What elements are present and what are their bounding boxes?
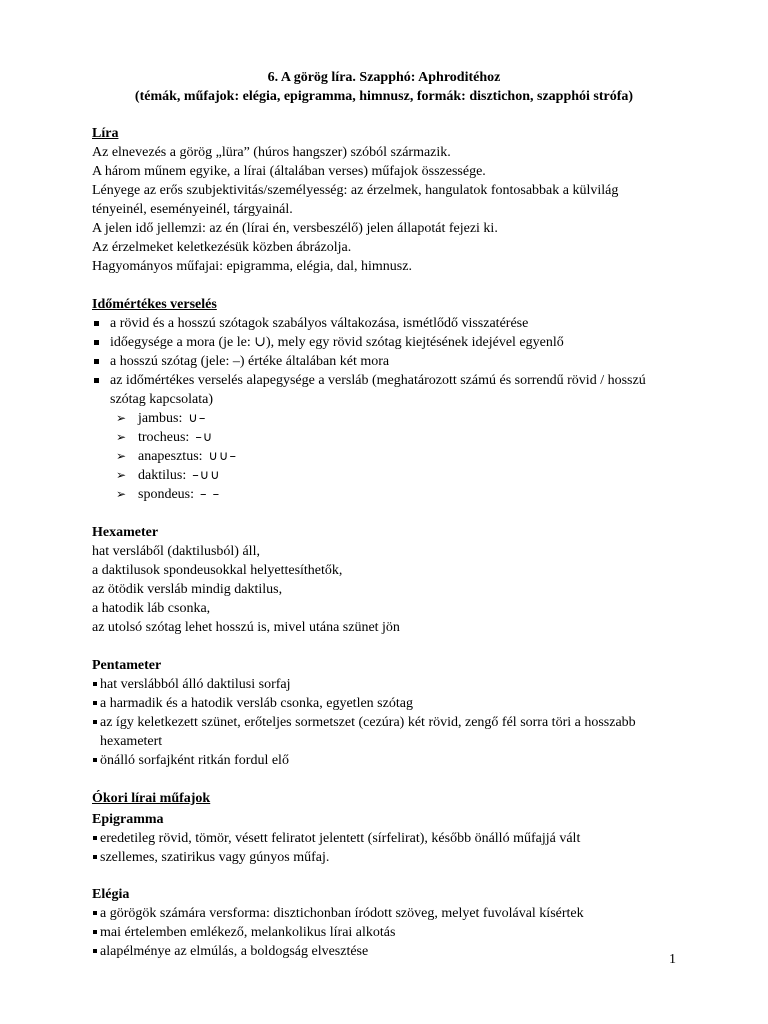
hexameter-line: az utolsó szótag lehet hosszú is, mivel utána szünet jön: [92, 620, 400, 635]
foot-name: daktilus:: [138, 468, 187, 483]
list-item: önálló sorfajként ritkán fordul elő: [92, 751, 676, 770]
foot-pattern: ∪∪–: [208, 449, 238, 464]
bullet-list: [92, 829, 676, 867]
heading-pentameter: Pentameter: [92, 658, 162, 673]
foot-item: [116, 409, 676, 428]
hexameter-line: a hatodik láb csonka,: [92, 601, 211, 616]
bullet-list: [92, 904, 676, 961]
list-item: hat verslábból álló daktilusi sorfaj: [92, 675, 676, 694]
heading-elegia: Elégia: [92, 887, 130, 902]
hexameter-line: hat versláből (daktilusból) áll,: [92, 544, 260, 559]
section-okori-lirai-mufajok: [92, 789, 676, 961]
page-number: 1: [669, 952, 676, 967]
section-lira: [92, 124, 676, 276]
list-item: eredetileg rövid, tömör, vésett feliratot jelentett (sírfelirat), később önálló műfajjá vált: [92, 829, 676, 848]
foot-name: jambus:: [138, 411, 183, 426]
bullet-list: [92, 314, 676, 409]
list-item: mai értelemben emlékező, melankolikus lírai alkotás: [92, 923, 676, 942]
list-item: szellemes, szatirikus vagy gúnyos műfaj.: [92, 848, 676, 867]
lira-paragraph: Hagyományos műfajai: epigramma, elégia, dal, himnusz.: [92, 259, 412, 274]
list-item: a rövid és a hosszú szótagok szabályos váltakozása, ismétlődő visszatérése: [92, 314, 676, 333]
foot-name: spondeus:: [138, 487, 194, 502]
heading-epigramma: Epigramma: [92, 812, 164, 827]
lira-paragraph: A jelen idő jellemzi: az én (lírai én, versbeszélő) jelen állapotát fejezi ki.: [92, 221, 498, 236]
list-item: az időmértékes verselés alapegysége a versláb (meghatározott számú és sorrendű rövid / hosszú szótag kapcsolata): [92, 371, 676, 409]
foot-pattern: ∪–: [188, 411, 207, 426]
foot-item: [116, 447, 676, 466]
foot-item: [116, 428, 676, 447]
heading-hexameter: Hexameter: [92, 525, 159, 540]
list-item: az így keletkezett szünet, erőteljes sormetszet (cezúra) két rövid, zengő fél sorra töri a hosszabb hexametert: [92, 713, 676, 751]
lira-paragraph: Az elnevezés a görög „lüra” (húros hangszer) szóból származik.: [92, 145, 451, 160]
metrical-feet-list: [116, 409, 676, 504]
foot-name: anapesztus:: [138, 449, 203, 464]
heading-okori-lirai-mufajok: Ókori lírai műfajok: [92, 791, 211, 806]
arrow-bullet-icon: ➢: [116, 411, 127, 425]
heading-idomertekes-verseles: Időmértékes verselés: [92, 297, 217, 312]
arrow-bullet-icon: ➢: [116, 468, 127, 482]
list-item: a harmadik és a hatodik versláb csonka, egyetlen szótag: [92, 694, 676, 713]
section-idomertekes-verseles: [92, 295, 676, 504]
page-title: [92, 68, 676, 106]
hexameter-line: az ötödik versláb mindig daktilus,: [92, 582, 283, 597]
foot-item: [116, 485, 676, 504]
hexameter-line: a daktilusok spondeusokkal helyettesíthetők,: [92, 563, 343, 578]
foot-pattern: –∪∪: [192, 468, 221, 483]
lira-paragraph: Az érzelmeket keletkezésük közben ábrázolja.: [92, 240, 352, 255]
list-item: alapélménye az elmúlás, a boldogság elvesztése: [92, 942, 676, 961]
foot-pattern: – –: [200, 487, 221, 502]
foot-pattern: –∪: [195, 430, 214, 445]
list-item: a görögök számára versforma: disztichonban íródott szöveg, melyet fuvolával kísértek: [92, 904, 676, 923]
section-pentameter: [92, 656, 676, 770]
section-hexameter: [92, 523, 676, 637]
list-item: a hosszú szótag (jele: –) értéke általában két mora: [92, 352, 676, 371]
lira-paragraph: Lényege az erős szubjektivitás/személyesség: az érzelmek, hangulatok fontosabbak a külvilág tényeinél, eseményeinél, tárgyainál.: [92, 183, 619, 217]
arrow-bullet-icon: ➢: [116, 430, 127, 444]
arrow-bullet-icon: ➢: [116, 449, 127, 463]
title-line-1: 6. A görög líra. Szapphó: Aphroditéhoz: [267, 70, 501, 85]
bullet-list: [92, 675, 676, 770]
lira-paragraph: A három műnem egyike, a lírai (általában verses) műfajok összessége.: [92, 164, 486, 179]
arrow-bullet-icon: ➢: [116, 487, 127, 501]
foot-name: trocheus:: [138, 430, 190, 445]
list-item: időegysége a mora (je le: ∪), mely egy rövid szótag kiejtésének idejével egyenlő: [92, 333, 676, 352]
title-line-2: (témák, műfajok: elégia, epigramma, himnusz, formák: disztichon, szapphói strófa): [134, 89, 634, 104]
foot-item: [116, 466, 676, 485]
heading-lira: Líra: [92, 126, 119, 141]
